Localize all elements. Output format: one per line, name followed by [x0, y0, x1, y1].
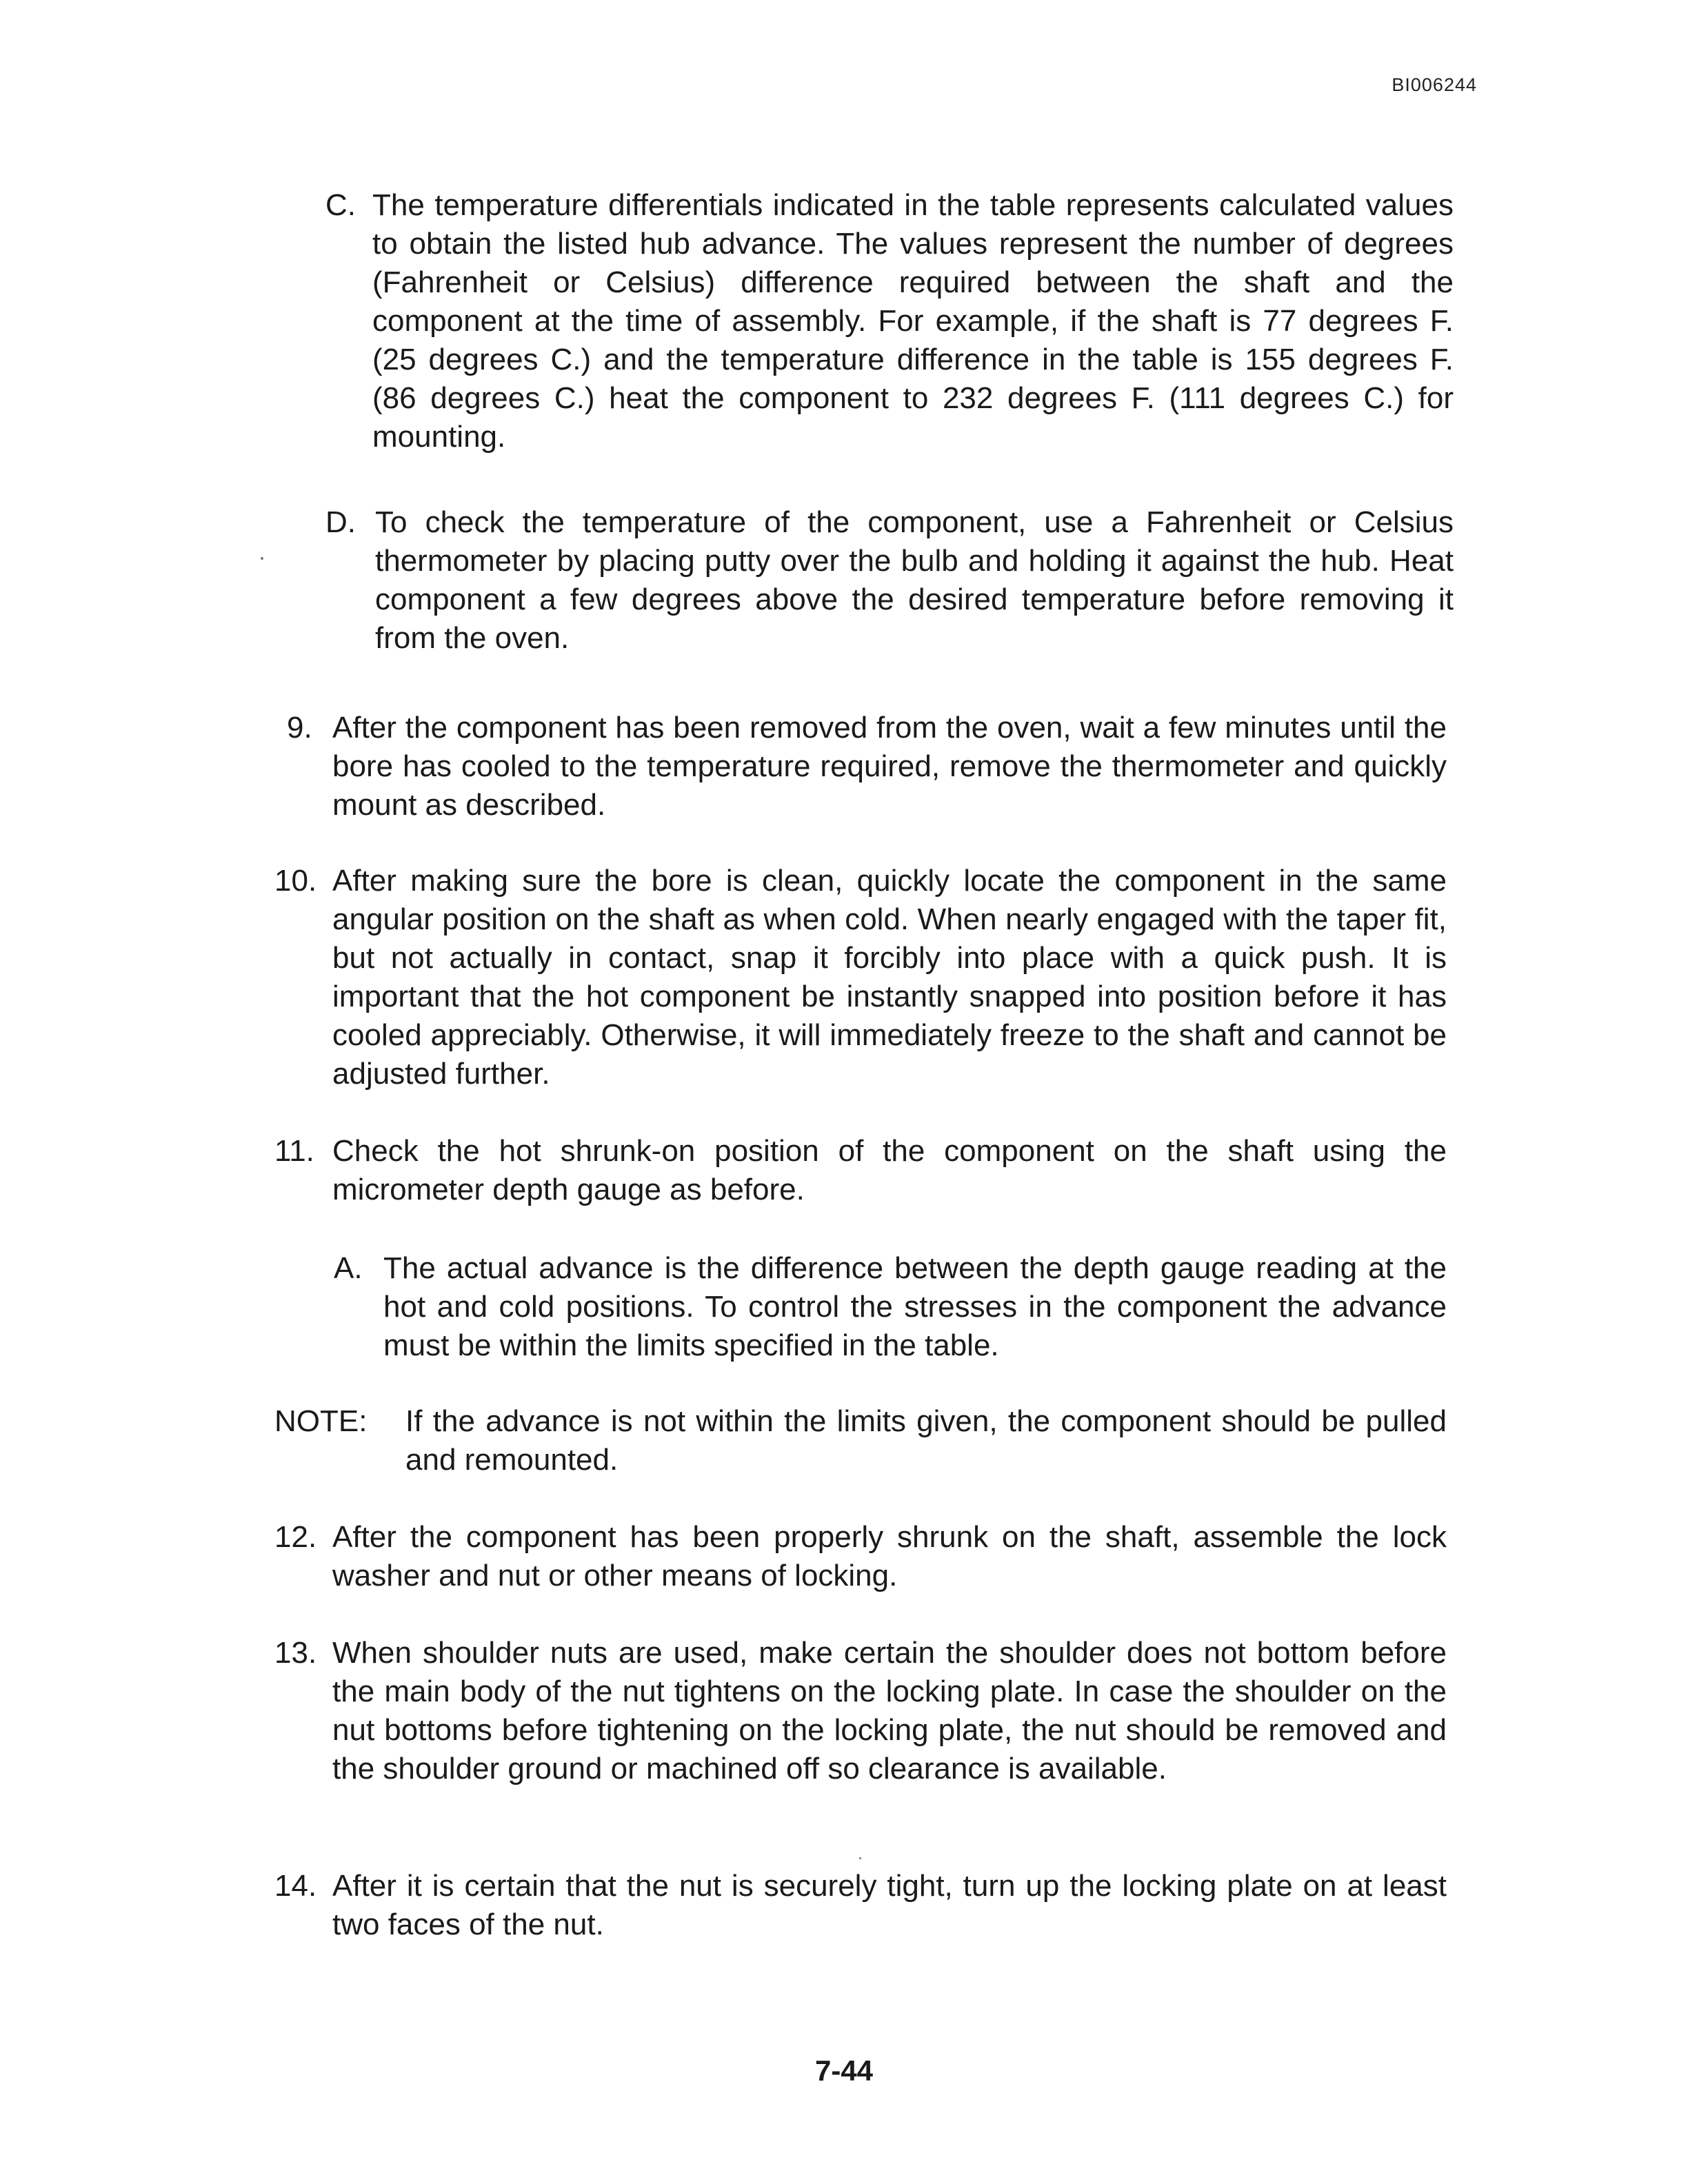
item-marker: 12. [274, 1520, 317, 1554]
item-marker: 14. [274, 1869, 317, 1903]
item-a [334, 1249, 1447, 1365]
document-id: BI006244 [1391, 74, 1477, 95]
page-number: 7-44 [814, 2054, 874, 2087]
item-text: After the component has been properly shrunk on the shaft, assemble the lock washer and nut or other means of locking. [332, 1520, 1447, 1593]
item-text: The actual advance is the difference between the depth gauge reading at the hot and cold positions. To control the stresses in the component the advance must be within the limits specified in the table. [383, 1251, 1447, 1362]
item-9 [287, 709, 1447, 825]
item-marker: A. [334, 1251, 363, 1285]
item-12 [274, 1518, 1447, 1595]
scan-speck [261, 557, 263, 560]
scan-speck [859, 1857, 861, 1859]
item-13 [274, 1634, 1447, 1788]
item-text: The temperature differentials indicated in the table represents calculated values to obtain the listed hub advance. The values represent the number of degrees (Fahrenheit or Celsius) difference required between the shaft and the component at the time of assembly. For example, if the shaft is 77 degrees F. (25 degrees C.) and the temperature difference in the table is 155 degrees F. (86 degrees C.) heat the component to 232 degrees F. (111 degrees C.) for mounting. [372, 188, 1454, 454]
item-marker: 13. [274, 1636, 317, 1670]
item-marker: D. [325, 505, 356, 539]
item-marker: 9. [287, 711, 312, 745]
item-marker: 11. [274, 1134, 314, 1168]
item-marker: C. [325, 188, 356, 222]
item-text: After it is certain that the nut is securely tight, turn up the locking plate on at least two faces of the nut. [332, 1869, 1447, 1941]
item-text: Check the hot shrunk-on position of the component on the shaft using the micrometer depth gauge as before. [332, 1134, 1447, 1206]
item-marker: 10. [274, 864, 317, 898]
item-text: After the component has been removed from the oven, wait a few minutes until the bore has cooled to the temperature required, remove the thermometer and quickly mount as described. [332, 711, 1447, 822]
item-d [325, 503, 1454, 658]
note-label: NOTE: [274, 1404, 368, 1438]
item-10 [274, 862, 1447, 1093]
item-text: To check the temperature of the component, use a Fahrenheit or Celsius thermometer by placing putty over the bulb and holding it against the hub. Heat component a few degrees above the desired temperature before removing it from the oven. [375, 505, 1454, 655]
item-text: When shoulder nuts are used, make certain the shoulder does not bottom before the main body of the nut tightens on the locking plate. In case the shoulder on the nut bottoms before tightening on the locking plate, the nut should be removed and the shoulder ground or machined off so clearance is available. [332, 1636, 1447, 1786]
item-text: After making sure the bore is clean, quickly locate the component in the same angular position on the shaft as when cold. When nearly engaged with the taper fit, but not actually in contact, snap it forcibly into place with a quick push. It is important that the hot component be instantly snapped into position before it has cooled appreciably. Otherwise, it will immediately freeze to the shaft and cannot be adjusted further. [332, 864, 1447, 1091]
item-14 [274, 1867, 1447, 1944]
note [274, 1402, 1447, 1479]
note-text: If the advance is not within the limits given, the component should be pulled and remounted. [405, 1404, 1447, 1477]
item-11 [274, 1132, 1447, 1209]
item-c [325, 186, 1454, 456]
